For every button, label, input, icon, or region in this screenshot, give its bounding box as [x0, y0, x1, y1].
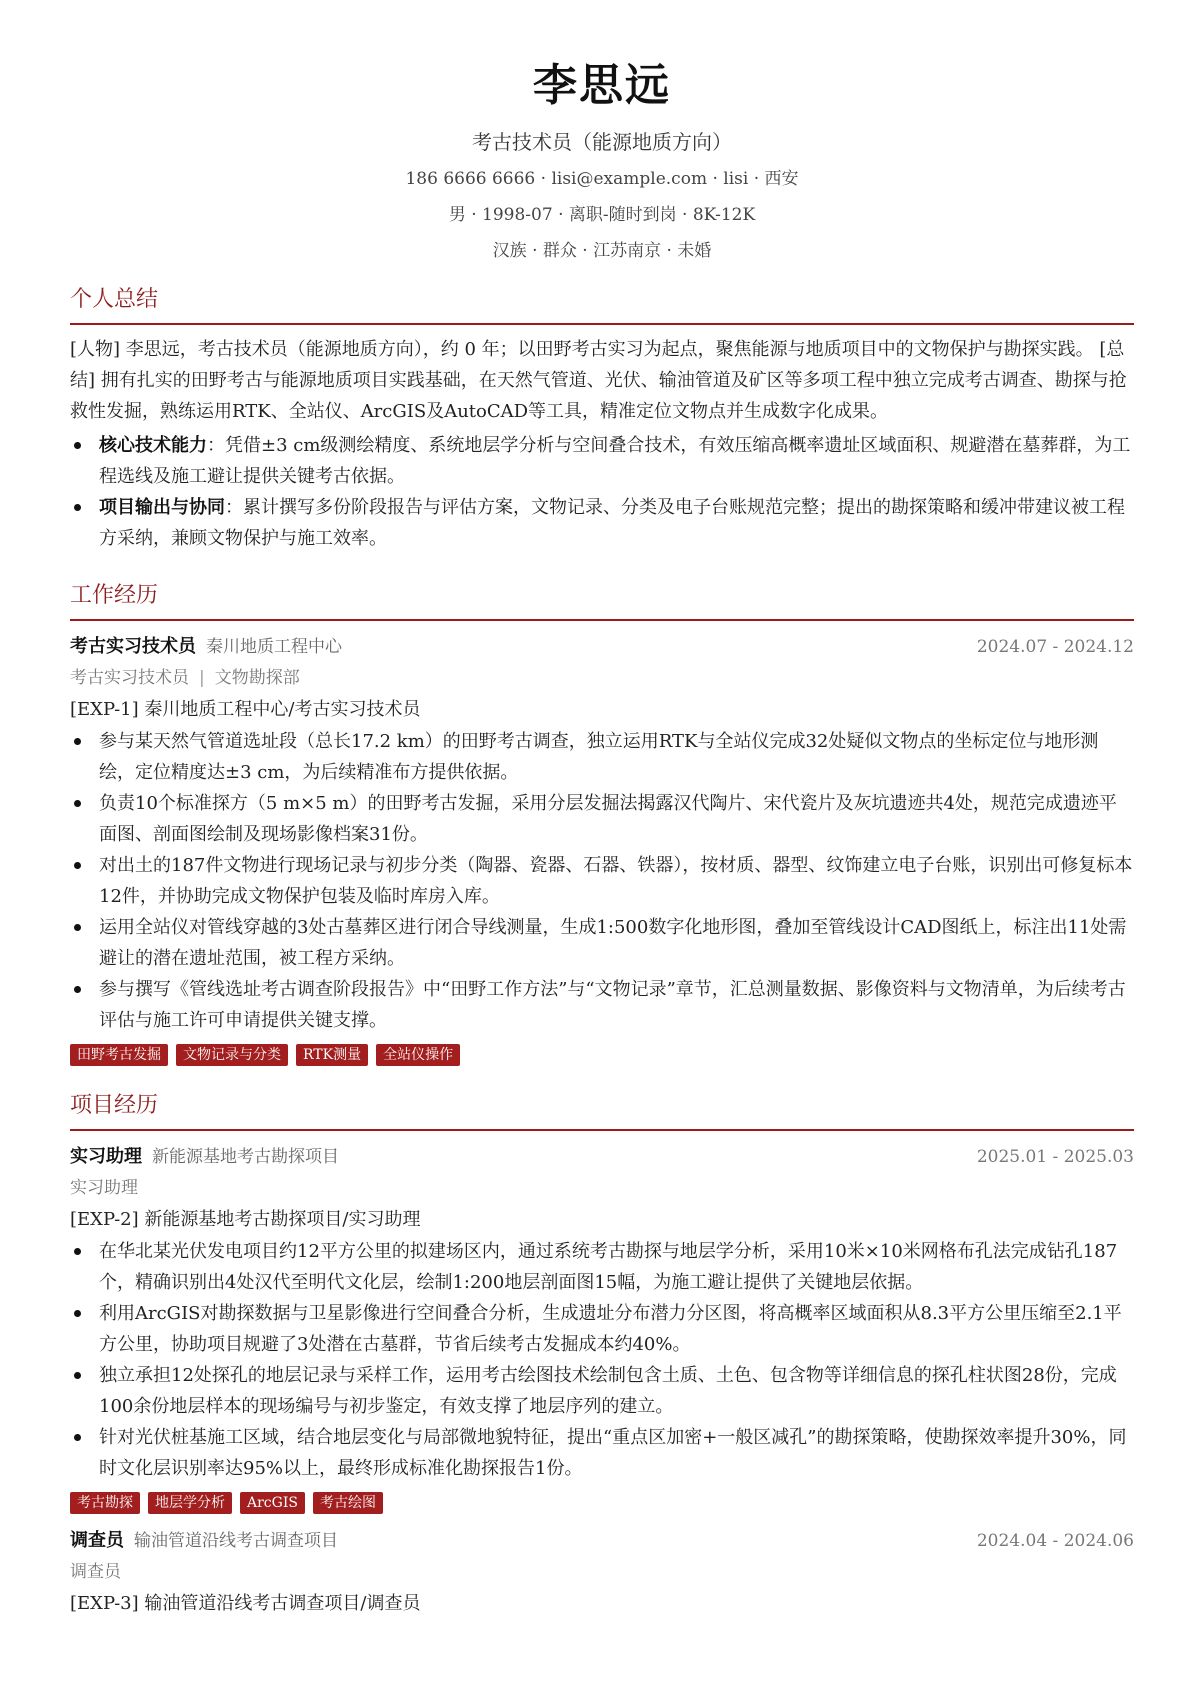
entry-bullets [70, 726, 1134, 1036]
entry-org: 输油管道沿线考古调查项目 [134, 1531, 338, 1551]
entry-bullet [70, 1360, 1134, 1422]
summary-section [70, 285, 1134, 554]
entry-date: 2025.01 - 2025.03 [976, 1147, 1134, 1167]
entry-separator: | [199, 668, 205, 688]
entry-org: 秦川地质工程中心 [206, 637, 342, 657]
entry-bullet [70, 974, 1134, 1036]
entry-header [70, 1526, 1134, 1556]
bullet-text: 利用ArcGIS对勘探数据与卫星影像进行空间叠合分析，生成遗址分布潜力分区图，将高概率区域面积从8.3平方公里压缩至2.1平方公里，协助项目规避了3处潜在古墓群，节省后续考古发掘成本约40%。 [99, 1303, 1122, 1355]
bullet-label: 核心技术能力 [99, 435, 207, 456]
entry-header [70, 632, 1134, 662]
bullet-text: 参与撰写《管线选址考古调查阶段报告》中“田野工作方法”与“文物记录”章节，汇总测量数据、影像资料与文物清单，为后续考古评估与施工许可申请提供关键支撑。 [99, 979, 1126, 1031]
entry-role-org [70, 1526, 338, 1556]
bullet-dot-icon [74, 800, 81, 807]
entry-id-line: [EXP-3] 输油管道沿线考古调查项目/调查员 [70, 1593, 421, 1614]
entry-bullet [70, 726, 1134, 788]
skill-tag: 考古绘图 [313, 1492, 383, 1514]
skill-tag: 文物记录与分类 [176, 1044, 288, 1066]
skill-tag: ArcGIS [240, 1492, 305, 1514]
summary-bullets [70, 430, 1134, 554]
entry-subtitle: 调查员 [70, 1562, 121, 1582]
skill-tag: 全站仪操作 [376, 1044, 460, 1066]
summary-paragraph: [人物] 李思远，考古技术员（能源地质方向），约 0 年；以田野考古实习为起点，聚焦能源与地质项目中的文物保护与勘探实践。 [总结] 拥有扎实的田野考古与能源地质项目实践基础，在天然气管道、光伏、输油管道及矿区等多项工程中独立完成考古调查、勘探与抢救性发掘，熟练运用RTK、全站仪、ArcGIS及AutoCAD等工具，精准定位文物点并生成数字化成果。 [70, 339, 1127, 422]
skill-tags [70, 1044, 1134, 1066]
entry-date: 2024.04 - 2024.06 [976, 1531, 1134, 1551]
bullet-dot-icon [74, 1434, 81, 1441]
bullet-dot-icon [74, 1248, 81, 1255]
section-title-work: 工作经历 [70, 581, 1134, 621]
entry-header [70, 1142, 1134, 1172]
skill-tag: 考古勘探 [70, 1492, 140, 1514]
bullet-dot-icon [74, 738, 81, 745]
bullet-text: 参与某天然气管道选址段（总长17.2 km）的田野考古调查，独立运用RTK与全站仪完成32处疑似文物点的坐标定位与地形测绘，定位精度达±3 cm，为后续精准布方提供依据。 [99, 731, 1099, 783]
entry-subtitle [70, 662, 1134, 694]
projects-section [70, 1091, 1134, 1619]
bullet-dot-icon [74, 1372, 81, 1379]
entry-org: 新能源基地考古勘探项目 [152, 1147, 339, 1167]
entry-id-line: [EXP-1] 秦川地质工程中心/考古实习技术员 [70, 699, 421, 720]
bullet-dot-icon [74, 442, 81, 449]
entry-bullet [70, 912, 1134, 974]
entry-id-line: [EXP-2] 新能源基地考古勘探项目/实习助理 [70, 1209, 421, 1230]
bullet-text: 运用全站仪对管线穿越的3处古墓葬区进行闭合导线测量，生成1:500数字化地形图，叠加至管线设计CAD图纸上，标注出11处需避让的潜在遗址范围，被工程方采纳。 [99, 917, 1127, 969]
entry-bullet [70, 788, 1134, 850]
entry-bullets [70, 1236, 1134, 1484]
skill-tag: 田野考古发掘 [70, 1044, 168, 1066]
entry-bullet [70, 1422, 1134, 1484]
skill-tag: RTK测量 [296, 1044, 368, 1066]
bullet-text: 针对光伏桩基施工区域，结合地层变化与局部微地貌特征，提出“重点区加密+一般区减孔”的勘探策略，使勘探效率提升30%，同时文化层识别率达95%以上，最终形成标准化勘探报告1份。 [99, 1427, 1127, 1479]
entry-department: 文物勘探部 [214, 668, 300, 688]
entry-role: 实习助理 [70, 1146, 142, 1167]
contact-info: 186 6666 6666 · lisi@example.com · lisi · 西安 [405, 169, 799, 189]
entry-role: 考古实习技术员 [70, 636, 196, 657]
bullet-dot-icon [74, 862, 81, 869]
bullet-text: ：累计撰写多份阶段报告与评估方案，文物记录、分类及电子台账规范完整；提出的勘探策略和缓冲带建议被工程方采纳，兼顾文物保护与施工效率。 [99, 497, 1125, 549]
skill-tag: 地层学分析 [148, 1492, 232, 1514]
entry-position: 考古实习技术员 [70, 668, 189, 688]
candidate-name: 李思远 [533, 60, 671, 111]
entry-date: 2024.07 - 2024.12 [976, 637, 1134, 657]
entry-role-org [70, 632, 342, 662]
summary-bullet [70, 492, 1134, 554]
resume-page [70, 0, 1134, 1619]
bullet-text: 在华北某光伏发电项目约12平方公里的拟建场区内，通过系统考古勘探与地层学分析，采用10米×10米网格布孔法完成钻孔187个，精确识别出4处汉代至明代文化层，绘制1:200地层剖面图15幅，为施工避让提供了关键地层依据。 [99, 1241, 1118, 1293]
bullet-label: 项目输出与协同 [99, 497, 225, 518]
section-title-summary: 个人总结 [70, 285, 1134, 325]
bullet-text: 对出土的187件文物进行现场记录与初步分类（陶器、瓷器、石器、铁器），按材质、器型、纹饰建立电子台账，识别出可修复标本12件，并协助完成文物保护包装及临时库房入库。 [99, 855, 1133, 907]
bullet-dot-icon [74, 504, 81, 511]
work-section [70, 581, 1134, 1066]
bullet-dot-icon [74, 924, 81, 931]
bullet-dot-icon [74, 1310, 81, 1317]
entry-subtitle: 实习助理 [70, 1178, 138, 1198]
entry-bullet [70, 1236, 1134, 1298]
bullet-text: 负责10个标准探方（5 m×5 m）的田野考古发掘，采用分层发掘法揭露汉代陶片、宋代瓷片及灰坑遗迹共4处，规范完成遗迹平面图、剖面图绘制及现场影像档案31份。 [99, 793, 1117, 845]
bullet-text: 独立承担12处探孔的地层记录与采样工作，运用考古绘图技术绘制包含土质、土色、包含物等详细信息的探孔柱状图28份，完成100余份地层样本的现场编号与初步鉴定，有效支撑了地层序列的建立。 [99, 1365, 1117, 1417]
project-entry [70, 1526, 1134, 1619]
personal-info: 男 · 1998-07 · 离职-随时到岗 · 8K-12K [448, 205, 756, 225]
entry-role: 调查员 [70, 1530, 124, 1551]
entry-role-org [70, 1142, 339, 1172]
job-title: 考古技术员（能源地质方向） [472, 130, 732, 154]
entry-bullet [70, 1298, 1134, 1360]
skill-tags [70, 1492, 1134, 1514]
entry-bullet [70, 850, 1134, 912]
section-title-projects: 项目经历 [70, 1091, 1134, 1131]
bullet-dot-icon [74, 986, 81, 993]
summary-bullet [70, 430, 1134, 492]
bullet-text: ：凭借±3 cm级测绘精度、系统地层学分析与空间叠合技术，有效压缩高概率遗址区域面积、规避潜在墓葬群，为工程选线及施工避让提供关键考古依据。 [99, 435, 1131, 487]
project-entry [70, 1142, 1134, 1514]
resume-header [70, 54, 1134, 265]
background-info: 汉族 · 群众 · 江苏南京 · 未婚 [492, 241, 712, 261]
work-entry [70, 632, 1134, 1066]
